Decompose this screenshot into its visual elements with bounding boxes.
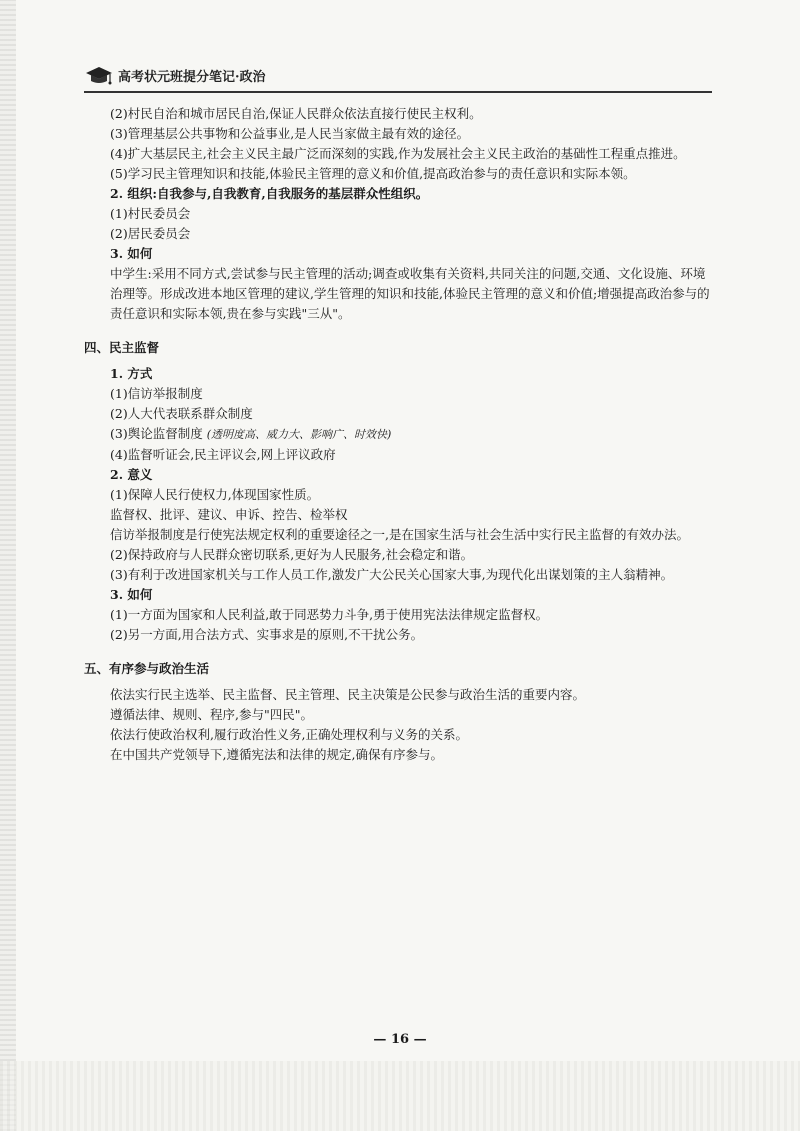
page-number: — 16 —	[373, 1032, 427, 1047]
handwritten-note: (透明度高、威力大、影响广、时效快)	[206, 428, 392, 441]
text-line: 遵循法律、规则、程序,参与"四民"。	[110, 707, 313, 722]
text-line: (2)居民委员会	[110, 226, 191, 241]
text-line: (1)信访举报制度	[110, 386, 203, 401]
subheading: 2. 意义	[110, 467, 153, 482]
text-line: 依法行使政治权利,履行政治性义务,正确处理权利与义务的关系。	[110, 727, 468, 742]
text-paragraph: 中学生:采用不同方式,尝试参与民主管理的活动;调查或收集有关资料,共同关注的问题,交通、文化设施、环境治理等。形成改进本地区管理的建议,学生管理的知识和技能,体验民主管理的意义和价值;增强提高政治参与的责任意识和实际本领,贵在参与实践"三从"。	[110, 266, 710, 321]
text-fragment: (3)舆论监督制度	[110, 426, 203, 441]
text-line: 依法实行民主选举、民主监督、民主管理、民主决策是公民参与政治生活的重要内容。	[110, 687, 586, 702]
subheading: 3. 如何	[110, 587, 153, 602]
header-title: 高考状元班提分笔记·政治	[118, 69, 266, 85]
scan-edge-left	[0, 0, 16, 1131]
text-line: (2)另一方面,用合法方式、实事求是的原则,不干扰公务。	[110, 627, 424, 642]
page-body	[84, 104, 714, 765]
graduation-cap-icon	[84, 64, 114, 86]
text-line: (2)人大代表联系群众制度	[110, 406, 253, 421]
text-line	[84, 424, 714, 445]
scan-edge-bottom	[0, 1061, 800, 1131]
text-line: (3)管理基层公共事物和公益事业,是人民当家做主最有效的途径。	[110, 126, 470, 141]
text-line: 监督权、批评、建议、申诉、控告、检举权	[110, 507, 348, 522]
text-paragraph: (3)有利于改进国家机关与工作人员工作,激发广大公民关心国家大事,为现代化出谋划策的主人翁精神。	[110, 567, 674, 582]
text-line: (4)监督听证会,民主评议会,网上评议政府	[110, 447, 336, 462]
text-line: (1)村民委员会	[110, 206, 191, 221]
text-line: (2)村民自治和城市居民自治,保证人民群众依法直接行使民主权利。	[110, 106, 482, 121]
subheading: 1. 方式	[110, 366, 153, 381]
text-line: (5)学习民主管理知识和技能,体验民主管理的意义和价值,提高政治参与的责任意识和实际本领。	[110, 166, 636, 181]
header-rule	[84, 91, 712, 93]
subheading: 2. 组织:自我参与,自我教育,自我服务的基层群众性组织。	[110, 186, 429, 201]
section-heading: 四、民主监督	[84, 340, 160, 355]
running-header	[84, 62, 712, 88]
text-paragraph: (4)扩大基层民主,社会主义民主最广泛而深刻的实践,作为发展社会主义民主政治的基础性工程重点推进。	[110, 146, 686, 161]
section-heading: 五、有序参与政治生活	[84, 661, 210, 676]
text-line: (1)保障人民行使权力,体现国家性质。	[110, 487, 320, 502]
text-line: (1)一方面为国家和人民利益,敢于同恶势力斗争,勇于使用宪法法律规定监督权。	[110, 607, 549, 622]
text-line: (2)保持政府与人民群众密切联系,更好为人民服务,社会稳定和谐。	[110, 547, 474, 562]
subheading: 3. 如何	[110, 246, 153, 261]
text-line: 在中国共产党领导下,遵循宪法和法律的规定,确保有序参与。	[110, 747, 443, 762]
text-paragraph: 信访举报制度是行使宪法规定权利的重要途径之一,是在国家生活与社会生活中实行民主监督的有效办法。	[110, 527, 689, 542]
